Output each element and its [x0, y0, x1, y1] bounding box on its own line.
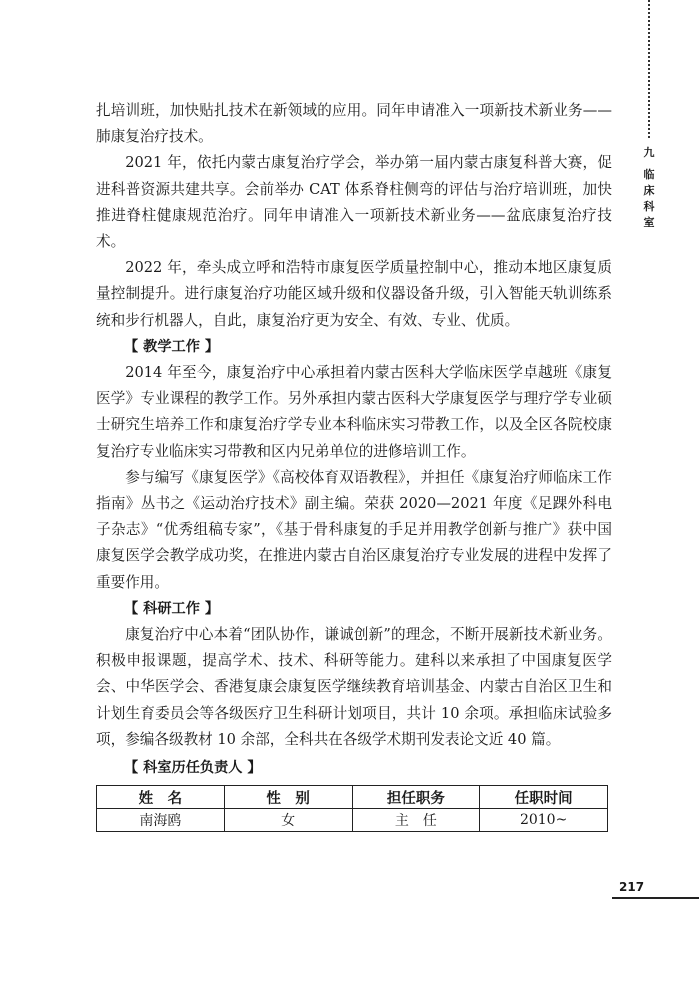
- column-header: 担任职务: [352, 786, 480, 809]
- table-cell-gender: 女: [224, 809, 352, 832]
- section-heading-leaders: 【 科室历任负责人 】: [124, 760, 262, 777]
- table-row: [97, 809, 608, 832]
- margin-dotted-line: [648, 0, 650, 138]
- chapter-side-tab: [637, 145, 661, 231]
- page-number-rule: [612, 897, 699, 899]
- chapter-label: 临床科室: [643, 168, 655, 229]
- column-header: 任职时间: [480, 786, 608, 809]
- section-heading-research: 【 科研工作 】: [124, 600, 220, 617]
- leaders-table: [96, 785, 608, 832]
- page-content: [96, 98, 612, 832]
- column-header: 姓 名: [97, 786, 225, 809]
- column-header: 性 别: [224, 786, 352, 809]
- chapter-number: 九: [643, 146, 655, 159]
- table-header-row: [97, 786, 608, 809]
- paragraph: 2014 年至今，康复治疗中心承担着内蒙古医科大学临床医学卓越班《康复医学》专业课程的教学工作。另外承担内蒙古医科大学康复医学与理疗学专业硕士研究生培养工作和康复治疗学专业本科临床实习带教工作，以及全区各院校康复治疗专业临床实习带教和区内兄弟单位的进修培训工作。: [96, 364, 612, 460]
- section-heading-teaching: 【 教学工作 】: [124, 338, 220, 355]
- page-number: 217: [619, 880, 645, 894]
- paragraph: 2021 年，依托内蒙古康复治疗学会，举办第一届内蒙古康复科普大赛，促进科普资源共建共享。会前举办 CAT 体系脊柱侧弯的评估与治疗培训班，加快推进脊柱健康规范治疗。同年申请准入一项新技术新业务——盆底康复治疗技术。: [96, 154, 612, 251]
- table-cell-position: 主 任: [352, 809, 480, 832]
- paragraph: 参与编写《康复医学》《高校体育双语教程》，并担任《康复治疗师临床工作指南》丛书之《运动治疗技术》副主编。荣获 2020—2021 年度《足踝外科电子杂志》“优秀组稿专家”，《基于骨科康复的手足并用教学创新与推广》获中国康复医学会教学成功奖，在推进内蒙古自治区康复治疗专业发展的进程中发挥了重要作用。: [96, 468, 612, 591]
- table-cell-name: 南海鸥: [97, 809, 225, 832]
- paragraph: 康复治疗中心本着“团队协作，谦诚创新”的理念，不断开展新技术新业务。积极申报课题，提高学术、技术、科研等能力。建科以来承担了中国康复医学会、中华医学会、香港复康会康复医学继续教育培训基金、内蒙古自治区卫生和计划生育委员会等各级医疗卫生科研计划项目，共计 10 余项。承担临床试验多项，参编各级教材 10 余部，全科共在各级学术期刊发表论文近 40 篇。: [96, 626, 612, 748]
- paragraph: 扎培训班，加快贴扎技术在新领域的应用。同年申请准入一项新技术新业务——肺康复治疗技术。: [96, 102, 612, 146]
- paragraph: 2022 年，牵头成立呼和浩特市康复医学质量控制中心，推动本地区康复质量控制提升。进行康复治疗功能区域升级和仪器设备升级，引入智能天轨训练系统和步行机器人，自此，康复治疗更为安全、有效、专业、优质。: [96, 259, 612, 329]
- table-cell-tenure: 2010~: [480, 809, 608, 832]
